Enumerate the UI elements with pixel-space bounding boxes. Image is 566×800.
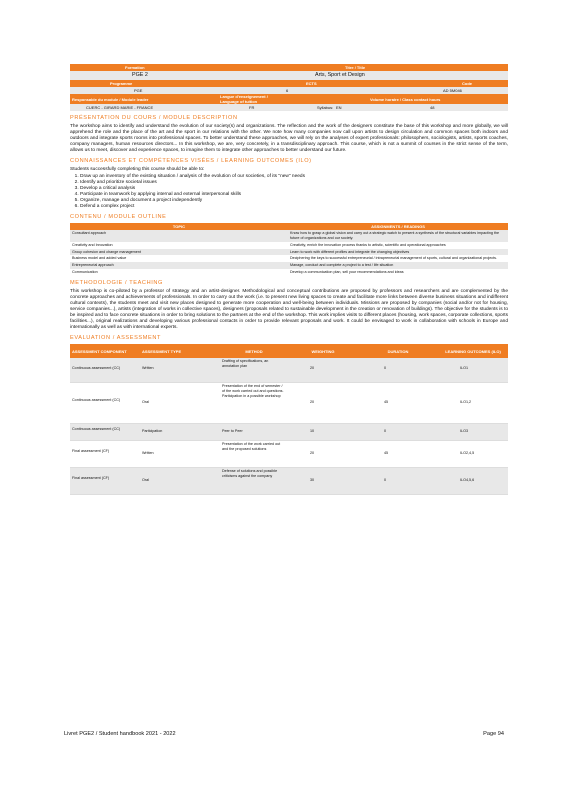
responsable-value: CUERC - GIRARD MARIE - FRANCE — [86, 105, 154, 110]
eval-type: Oral — [142, 400, 149, 405]
eval-weighting: 10 — [310, 429, 315, 434]
outcomes-list — [70, 174, 508, 211]
outline-topic: Communication — [72, 269, 98, 274]
eval-ilo: ILO4,5,6 — [460, 478, 475, 483]
evaluation-header — [70, 344, 508, 358]
header-row-responsable-values — [70, 104, 508, 111]
outcome-item: 4. Participate in teamwork by applying internal and external interpersonal skills — [80, 192, 508, 198]
methodology-title: METHODOLOGIE / TEACHING — [70, 279, 163, 286]
eval-duration: 0 — [384, 478, 387, 483]
header-row-programme — [70, 80, 508, 87]
eval-weighting: 20 — [310, 400, 315, 405]
volume-label: Volume horaire / Class contact hours — [370, 97, 441, 102]
outcome-item: 1. Draw up an inventory of the existing situation / analysis of the evolution of our societies, of its "new" needs — [80, 174, 508, 180]
responsable-label: Responsable du module / Module leader — [72, 97, 149, 102]
course-code: PGE 2 — [132, 72, 148, 78]
langue-value: FR — [249, 105, 255, 110]
outline-row — [70, 249, 508, 256]
outline-assignment: Develop a communication plan, sell your recommendations and ideas — [290, 269, 404, 274]
outcome-item: 5. Organize, manage and document a project independently — [80, 198, 508, 204]
eval-col-duration: DURATION — [387, 348, 409, 354]
outline-assignment: Know how to grasp a global vision and carry out a strategic watch to present a synthesis of the structural variables impacting the future of organizations and our society. — [290, 231, 500, 240]
eval-component: Continuous assessment (CC) — [72, 398, 121, 403]
outcome-item: 3. Develop a critical analysis — [80, 186, 508, 192]
code-value: AD 5M046 — [443, 88, 462, 93]
ects-value: 6 — [286, 88, 289, 93]
header-row-programme-values — [70, 87, 508, 94]
eval-type: Written — [142, 451, 154, 456]
eval-col-weighting: WEIGHTING — [311, 348, 335, 354]
outcomes-title: CONNAISSANCES ET COMPÉTENCES VISÉES / LEARNING OUTCOMES (ILO) — [70, 158, 312, 165]
header-row-responsable — [70, 94, 508, 104]
eval-method: Presentation of the work carried out and the proposed solutions — [222, 442, 281, 451]
outline-title: CONTENU / MODULE OUTLINE — [70, 214, 167, 221]
outline-row — [70, 269, 508, 276]
eval-ilo: ILO3 — [460, 429, 468, 434]
outline-topic: Business model and added value — [72, 256, 127, 261]
header-row-formation — [70, 64, 508, 71]
outcome-item: 2. Identify and prioritize societal issues — [80, 180, 508, 186]
eval-duration: 45 — [384, 451, 389, 456]
footer-page-number: Page 94 — [483, 731, 504, 737]
ects-label: ECTS — [306, 81, 317, 86]
methodology-text: This workshop is co-piloted by a professor of strategy and an artist-designer. Methodological and conceptual contributions are proposed by professors and researchers and are complemented by the concrete approaches and achievements of professionals. In order to carry out the work (i.e. to present new living spaces to create and facilitate more links between diverse business situations and indifferent cultural contexts), the students meet and visit new places designed to generate more cooperation and well-being between individuals. Missions are proposed by companies (social and/or not for housing, service companies...), artists (integration of works in collective spaces), designers (proposals related to sustainable development in the creation or renovation of buildings). The objective for the students is to be inspired and to face concrete situations in order to bring solutions to the partners at the end of the workshop. This work implies visits to different places (housing, work spaces, corporate collections, sports facilities...), original realizations and developing various professional contacts in order to provide relevant proposals and work. It could be envisaged to work in collaboration with schools in Europe and internationally as well as with international experts. — [70, 288, 508, 331]
volume-value: 48 — [430, 105, 435, 110]
syllabus-label: Syllabus: — [317, 105, 334, 110]
programme-label: Programme — [110, 81, 133, 86]
evaluation-row — [70, 424, 508, 441]
outcomes-intro: Students successfully completing this course should be able to: — [70, 167, 205, 173]
outline-assignment: Creativity, enrich the innovation process thanks to artistic, scientific and operational approaches — [290, 242, 446, 247]
outline-assignment: Learn to work with different profiles and integrate the changing objectives — [290, 249, 410, 254]
eval-ilo: ILO1 — [460, 366, 468, 371]
eval-method: Peer to Peer — [222, 429, 243, 434]
outline-row — [70, 255, 508, 262]
outline-assignment: Deciphering the keys to successful entrepreneurial / intrapreneurial management of sports, cultural and organizational projects. — [290, 256, 498, 261]
course-title: Arts, Sport et Design — [315, 72, 365, 78]
eval-col-type: ASSESSMENT TYPE — [142, 348, 182, 354]
evaluation-row — [70, 383, 508, 424]
eval-component: Continuous assessment (CC) — [72, 366, 121, 371]
eval-component: Continuous assessment (CC) — [72, 427, 121, 432]
eval-duration: 0 — [384, 366, 387, 371]
eval-method: Defense of solutions and possible criticisms against the company — [222, 469, 278, 478]
eval-type: Participation — [142, 429, 163, 434]
eval-type: Oral — [142, 478, 149, 483]
footer-handbook: Livret PGE2 / Student handbook 2021 - 2022 — [64, 731, 176, 737]
formation-label: Formation — [125, 65, 145, 70]
evaluation-row — [70, 441, 508, 468]
outline-row — [70, 262, 508, 269]
title-label: Titre / Title — [345, 65, 366, 70]
eval-col-component: ASSESSMENT COMPONENT — [72, 348, 127, 354]
eval-col-ilo: LEARNING OUTCOMES (ILO) — [445, 348, 501, 354]
eval-component: Final assessment (CF) — [72, 449, 110, 454]
eval-method: Drafting of specifications, an annotation plan — [222, 359, 269, 368]
outline-row — [70, 242, 508, 249]
code-label: Code — [462, 81, 472, 86]
eval-weighting: 20 — [310, 366, 315, 371]
presentation-title: PRÉSENTATION DU COURS / MODULE DESCRIPTION — [70, 115, 238, 121]
eval-duration: 45 — [384, 400, 389, 405]
langue-label: Langue d'enseignement / Language of tuition — [220, 94, 268, 104]
outline-topic: Entrepreneurial approach — [72, 263, 114, 268]
outline-row — [70, 230, 508, 242]
eval-col-method: METHOD — [245, 348, 263, 354]
eval-weighting: 30 — [310, 478, 315, 483]
outline-topic: Group cohesion and change management — [72, 249, 141, 254]
eval-ilo: ILO1,2 — [460, 400, 472, 405]
evaluation-title: EVALUATION / ASSESSMENT — [70, 335, 161, 342]
outline-assignment: Manage, conduct and complete a project to a test / life situation — [290, 263, 394, 268]
page-footer — [64, 731, 504, 737]
syllabus-value: EN — [336, 105, 342, 110]
evaluation-row — [70, 468, 508, 495]
course-page — [70, 64, 508, 495]
eval-type: Written — [142, 366, 154, 371]
eval-method: Presentation of the end of semester / of the work carried out and questions. Participation in a possible workshop — [222, 384, 284, 398]
outline-topic: Consultant approach — [72, 231, 107, 236]
eval-component: Final assessment (CF) — [72, 476, 110, 481]
eval-duration: 0 — [384, 429, 387, 434]
eval-weighting: 20 — [310, 451, 315, 456]
programme-value: PGE — [134, 88, 143, 93]
presentation-text: The workshop aims to identify and understand the evolution of our society(s) and organizations. The reflection and the work of the designers constitute the base of this workshop and more globally, we will apprehend the role and the place of the art and the sport in our relations with the other. We note how many companies now call upon artists to design circulation and common spaces both indoors and outdoors and integrate sports rooms into professional spaces. To better understand these approaches, we will rely on the analyses of expert professionals: philosophers, sociologists, artists, sports coaches, company managers, human resources directors... In this workshop, we are, very concretely, in a transdisciplinary approach. This course, which is not a summit of courses in the strict sense of the term, allows us to meet, discover and experience spaces, to imagine them to integrate other approaches to better understand our future. — [70, 124, 508, 154]
outline-col-topic: TOPIC — [172, 224, 186, 230]
outline-header — [70, 223, 508, 230]
outcome-item: 6. Defend a complex project — [80, 204, 508, 210]
outline-topic: Creativity and Innovation — [72, 242, 113, 247]
outline-col-assignments: ASSIGNMENTS / READINGS — [371, 224, 425, 230]
eval-ilo: ILO2,4,5 — [460, 451, 475, 456]
evaluation-row — [70, 358, 508, 383]
header-row-title — [70, 71, 508, 80]
